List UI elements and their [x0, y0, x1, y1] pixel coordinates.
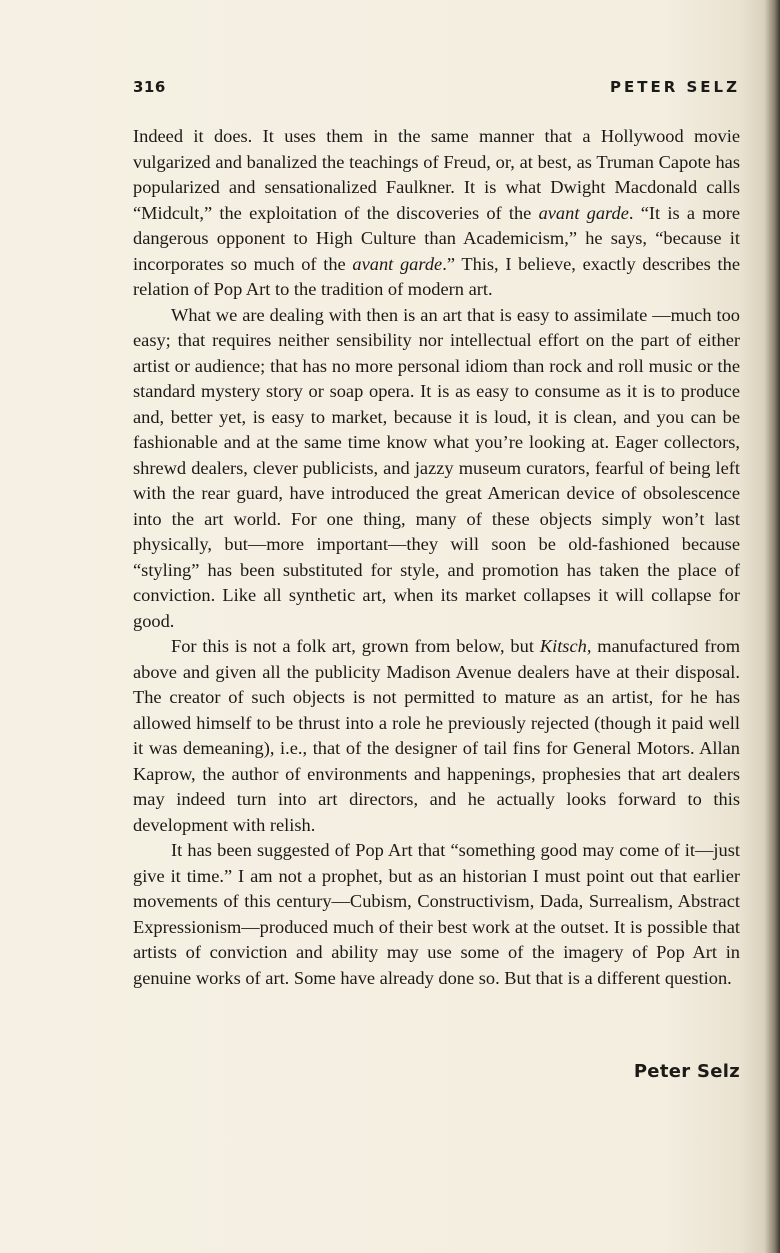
author-signature: Peter Selz: [633, 1061, 740, 1082]
text-run: .” This, I believe, exactly describes the relation of Pop Art to the tradition of modern art.: [133, 253, 740, 299]
text-run: What we are dealing with then is an art that is easy to assimilate —much too easy; that requires neither sensibility nor intellectual effort on the part of either artist or audience; that has no more personal idiom than rock and roll music or the standard mystery story or soap opera. It is as easy to consume as it is to produce and, better yet, is easy to market, because it is loud, it is clean, and you can be fashionable and at the same time know what you’re looking at. Eager collectors, shrewd dealers, clever publicists, and jazzy museum curators, fearful of being left with the rear guard, have introduced the great American device of obsolescence into the art world. For one thing, many of these objects simply won’t last physically, but—more important—they will soon be old-fashioned because “styling” has been substituted for style, and promotion has taken the place of conviction. Like all synthetic art, when its market collapses it will collapse for good.: [133, 304, 740, 631]
italic-run: avant garde: [538, 202, 629, 223]
text-run: Indeed it does. It uses them in the same manner that a Hollywood movie vulgarized and banalized the teachings of Freud, or, at best, as Truman Capote has popularized and sensationalized Faulkner. It is what Dwight Macdonald calls “Midcult,” the exploitation of the discoveries of the: [133, 126, 740, 223]
text-run: manufactured from above and given all the publicity Madison Avenue dealers have at their disposal. The creator of such objects is not permitted to mature as an artist, for he has allowed himself to be thrust into a role he previously rejected (though it paid well it was demeaning), i.e., that of the designer of tail fins for General Motors. Allan Kaprow, the author of environments and happenings, prophesies that art dealers may indeed turn into art directors, and he actually looks forward to this development with relish.: [133, 636, 741, 835]
paragraph: [133, 838, 740, 991]
page-header: [133, 78, 740, 102]
paragraph: [133, 124, 740, 303]
text-run: For this is not a folk art, grown from below, but: [171, 636, 540, 656]
page-number: 316: [133, 78, 166, 96]
paragraph: [133, 303, 740, 635]
text-run: . “It is a more dangerous opponent to High Culture than Academicism,” he says, “because it incorporates so much of the: [133, 202, 740, 274]
running-head: PETER SELZ: [610, 78, 740, 96]
paragraph: [133, 634, 740, 838]
text-run: It has been suggested of Pop Art that “something good may come of it—just give it time.” I am not a prophet, but as an historian I must point out that earlier movements of this century—Cubism, Constructivism, Dada, Surrealism, Abstract Expressionism—produced much of their best work at the outset. It is possible that artists of conviction and ability may use some of the imagery of Pop Art in genuine works of art. Some have already done so. But that is a different question.: [133, 840, 740, 988]
body-text: [133, 124, 740, 991]
italic-run: Kitsch,: [539, 636, 592, 656]
italic-run: avant garde: [352, 253, 443, 274]
